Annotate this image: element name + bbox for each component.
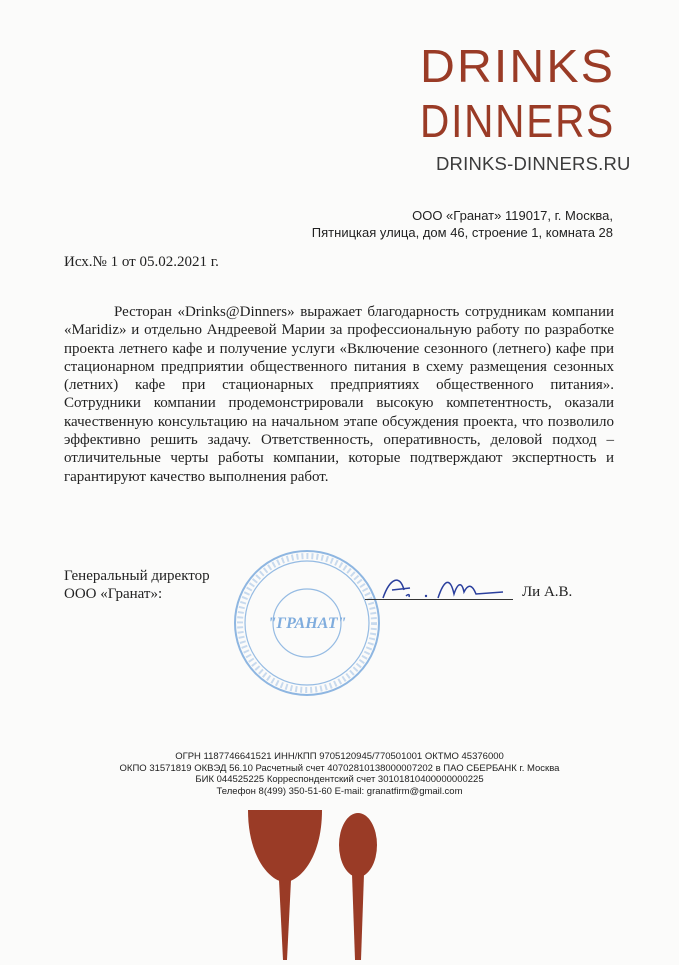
company-stamp xyxy=(232,548,382,698)
letter-body: Ресторан «Drinks@Dinners» выражает благодарность сотрудникам компании «Maridiz» и отдельно Андреевой Марии за профессиональную работу по разработке проекта летнего кафе и получение услуги «Включение сезонного (летнего) кафе при стационарном предприятии общественного питания в схему размещения сезонных (летних) кафе при стационарных предприятиях общественного питания». Сотрудники компании продемонстрировали высокую компетентность, оказали качественную консультацию на начальном этапе обсуждения проекта, что позволило эффективно решить задачу. Ответственность, оперативность, деловой подход – отличительные черты работы компании, которые подтверждают экспертность и гарантируют качество выполнения работ. xyxy=(64,304,614,485)
signatory-name: Ли А.В. xyxy=(522,584,573,600)
reference-number: Исх.№ 1 от 05.02.2021 г. xyxy=(64,254,219,270)
company-address xyxy=(312,207,613,241)
logo-line1: DRINKS xyxy=(420,40,615,92)
signatory-title-line2: ООО «Гранат»: xyxy=(64,586,163,602)
address-line1: ООО «Гранат» 119017, г. Москва, xyxy=(412,208,613,223)
signatory-title-line1: Генеральный директор xyxy=(64,568,210,584)
stamp-center-text: "ГРАНАТ" xyxy=(267,615,347,632)
company-requisites xyxy=(0,751,679,797)
website-url: DRINKS-DINNERS.RU xyxy=(436,153,631,174)
footer-line: ОГРН 1187746641521 ИНН/КПП 9705120945/770501001 ОКТМО 45376000 xyxy=(175,751,504,762)
address-line2: Пятницкая улица, дом 46, строение 1, комната 28 xyxy=(311,225,613,240)
signature-line xyxy=(365,599,513,600)
logo-line2: DINNERS xyxy=(420,95,615,147)
footer-line: БИК 044525225 Корреспондентский счет 30101810400000000225 xyxy=(195,774,484,786)
small-spoon-shape xyxy=(339,813,377,877)
handwritten-signature xyxy=(378,570,508,606)
large-spoon-shape xyxy=(248,810,322,882)
large-spoon-handle xyxy=(279,880,291,960)
footer-line: ОКПО 31571819 ОКВЭД 56.10 Расчетный счет 40702810138000007202 в ПАО СБЕРБАНК г. Москва xyxy=(119,762,560,774)
small-spoon-handle xyxy=(352,874,364,960)
footer-line: Телефон 8(499) 350-51-60 E-mail: granatfirm@gmail.com xyxy=(216,785,463,797)
signatory-title xyxy=(64,567,210,603)
spoons-decoration xyxy=(230,800,390,960)
